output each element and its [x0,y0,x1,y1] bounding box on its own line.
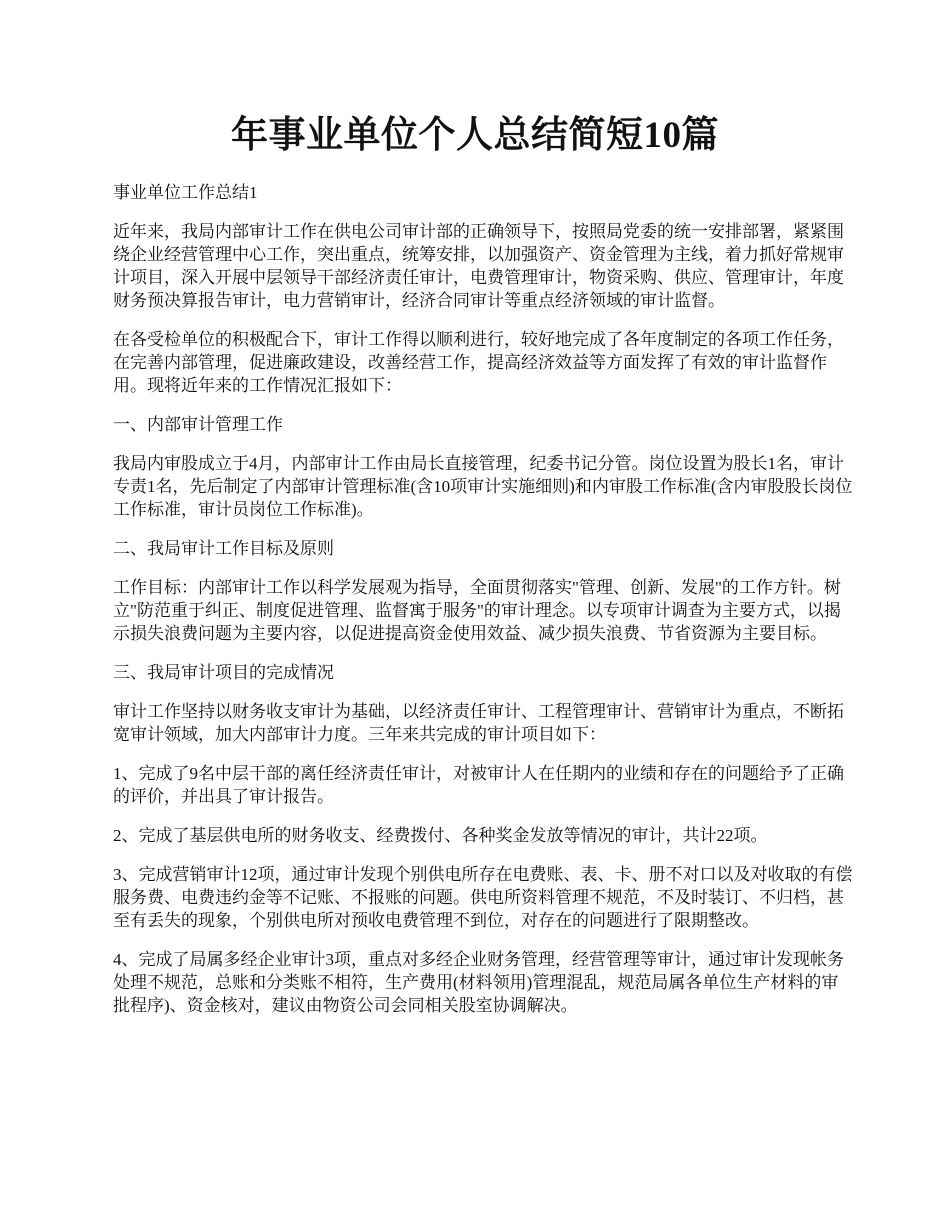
heading-internal-audit-management: 一、内部审计管理工作 [113,415,283,434]
paragraph-overview: 在各受检单位的积极配合下，审计工作得以顺利进行，较好地完成了各年度制定的各项工作任务，在完善内部管理，促进廉政建设，改善经营工作，提高经济效益等方面发挥了有效的审计监督作用。现将近年来的工作情况汇报如下： [113,330,844,395]
heading-audit-goals: 二、我局审计工作目标及原则 [113,539,334,558]
list-item-2: 2、完成了基层供电所的财务收支、经费拨付、各种奖金发放等情况的审计，共计22项。 [113,826,768,845]
document-body [113,181,853,1033]
document-title: 年事业单位个人总结简短10篇 [231,115,719,156]
paragraph-audit-goals: 工作目标：内部审计工作以科学发展观为指导，全面贯彻落实"管理、创新、发展"的工作方针。树立"防范重于纠正、制度促进管理、监督寓于服务"的审计理念。以专项审计调查为主要方式，以揭示损失浪费问题为主要内容，以促进提高资金使用效益、减少损失浪费、节省资源为主要目标。 [113,578,841,643]
paragraph-audit-projects-intro: 审计工作坚持以财务收支审计为基础，以经济责任审计、工程管理审计、营销审计为重点，不断拓宽审计领域，加大内部审计力度。三年来共完成的审计项目如下： [113,702,844,744]
section-subtitle: 事业单位工作总结1 [113,183,258,202]
list-item-1: 1、完成了9名中层干部的离任经济责任审计，对被审计人在任期内的业绩和存在的问题给予了正确的评价，并出具了审计报告。 [113,764,844,806]
list-item-4: 4、完成了局属多经企业审计3项，重点对多经企业财务管理，经营管理等审计，通过审计发现帐务处理不规范，总账和分类账不相符，生产费用(材料领用)管理混乱，规范局属各单位生产材料的审批程序)、资金核对，建议由物资公司会同相关股室协调解决。 [113,950,844,1015]
heading-audit-projects: 三、我局审计项目的完成情况 [113,663,334,682]
paragraph-intro: 近年来，我局内部审计工作在供电公司审计部的正确领导下，按照局党委的统一安排部署，紧紧围绕企业经营管理中心工作，突出重点，统筹安排，以加强资产、资金管理为主线，着力抓好常规审计项目，深入开展中层领导干部经济责任审计，电费管理审计，物资采购、供应、管理审计，年度财务预决算报告审计，电力营销审计，经济合同审计等重点经济领域的审计监督。 [113,222,844,310]
list-item-3: 3、完成营销审计12项，通过审计发现个别供电所存在电费账、表、卡、册不对口以及对收取的有偿服务费、电费违约金等不记账、不报账的问题。供电所资料管理不规范，不及时装订、不归档，甚至有丢失的现象，个别供电所对预收电费管理不到位，对存在的问题进行了限期整改。 [113,865,853,930]
paragraph-audit-unit-setup: 我局内审股成立于4月，内部审计工作由局长直接管理，纪委书记分管。岗位设置为股长1名，审计专责1名，先后制定了内部审计管理标准(含10项审计实施细则)和内审股工作标准(含内审股股长岗位工作标准，审计员岗位工作标准)。 [113,454,853,519]
